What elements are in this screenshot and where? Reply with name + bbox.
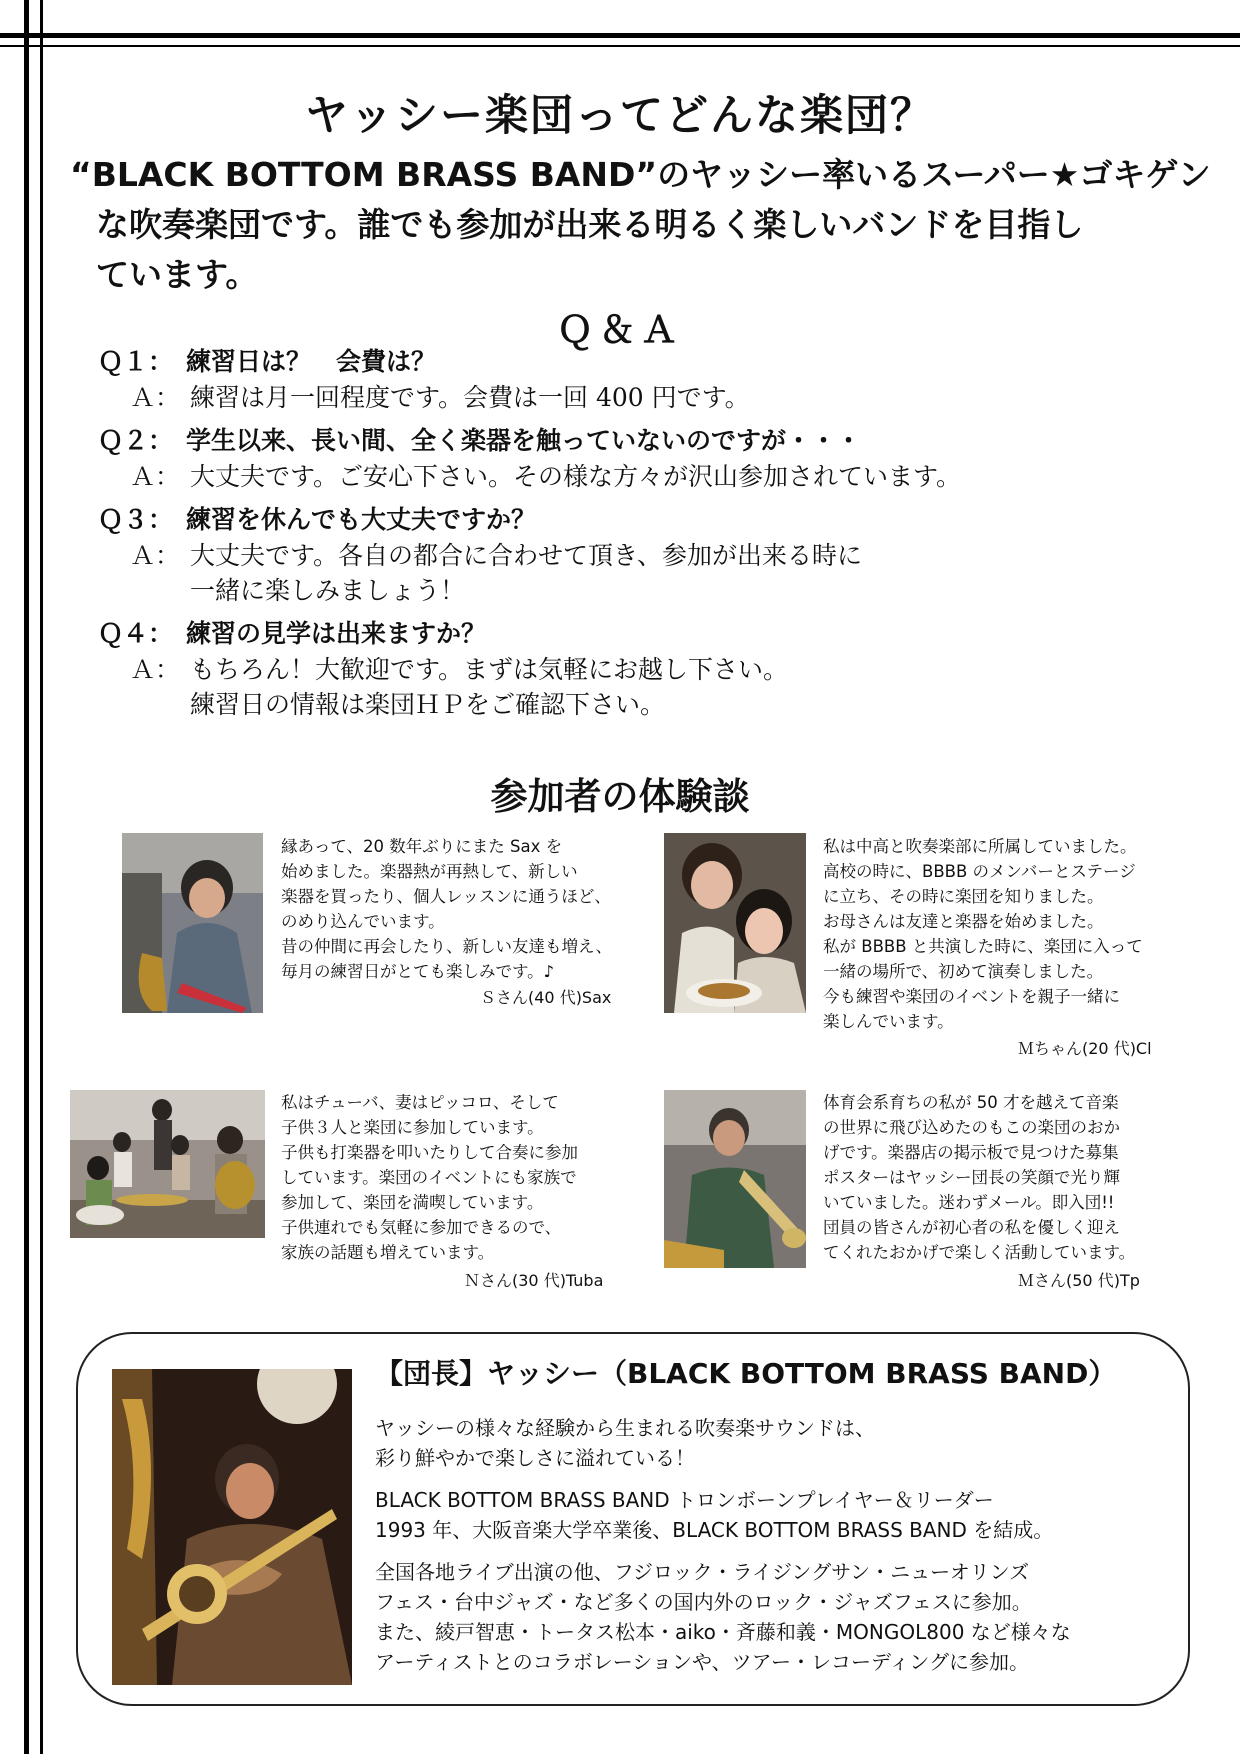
answer-label: Ａ： xyxy=(130,541,181,570)
testimonial-line: 家族の話題も増えています。 xyxy=(281,1243,495,1262)
intro-line: “BLACK BOTTOM BRASS BAND”のヤッシー率いるスーパー★ゴキゲン xyxy=(70,155,1211,194)
leader-paragraph-2 xyxy=(375,1485,1053,1545)
photo-trumpet-member-image xyxy=(664,1090,806,1268)
question-text: 練習日は？ 会費は？ xyxy=(186,347,437,376)
testimonial-line: のめり込んでいます。 xyxy=(281,912,445,931)
qa-heading: Ｑ＆Ａ xyxy=(556,310,683,351)
testimonial-line: げです。楽器店の掲示板で見つけた募集 xyxy=(823,1143,1119,1162)
testimonial-line: てくれたおかげで楽しく活動しています。 xyxy=(823,1243,1136,1262)
answer-text: もちろん！大歓迎です。まずは気軽にお越し下さい。 xyxy=(190,655,789,684)
photo-sax-member-image xyxy=(122,833,263,1013)
question-text: 練習の見学は出来ますか？ xyxy=(186,619,487,648)
question xyxy=(98,616,1178,652)
testimonial-text xyxy=(823,834,1143,1034)
testimonial-signature: Ｎさん(30 代)Tuba xyxy=(464,1271,604,1290)
testimonial-line: 私はチューバ、妻はピッコロ、そして xyxy=(281,1093,559,1112)
qa-item xyxy=(98,423,1178,494)
question xyxy=(98,344,1178,380)
testimonial-line: に立ち、その時に楽団を知りました。 xyxy=(823,887,1104,906)
answer-text: 練習は月一回程度です。会費は一回 400 円です。 xyxy=(190,383,750,412)
question-text: 学生以来、長い間、全く楽器を触っていないのですが・・・ xyxy=(186,426,862,455)
answer xyxy=(98,652,1178,722)
testimonial-line: 団員の皆さんが初心者の私を優しく迎え xyxy=(823,1218,1120,1237)
intro-text xyxy=(70,150,1220,300)
answer-label: Ａ： xyxy=(130,462,181,491)
photo-sax-member xyxy=(122,833,263,1013)
answer-label: Ａ： xyxy=(130,383,181,412)
photo-family xyxy=(70,1090,265,1238)
answer xyxy=(98,380,1178,415)
answer-text-continued: 練習日の情報は楽団ＨＰをご確認下さい。 xyxy=(190,690,666,719)
answer-label: Ａ： xyxy=(130,655,181,684)
testimonial-line: 一緒の場所で、初めて演奏しました。 xyxy=(823,962,1104,981)
leader-text-line: 1993 年、大阪音楽大学卒業後、BLACK BOTTOM BRASS BAND を結成。 xyxy=(375,1518,1054,1542)
testimonial-line: 始めました。楽器熱が再熱して、新しい xyxy=(281,862,578,881)
question xyxy=(98,502,1178,538)
leader-text-line: フェス・台中ジャズ・など多くの国内外のロック・ジャズフェスに参加。 xyxy=(375,1590,1032,1614)
question-text: 練習を休んでも大丈夫ですか？ xyxy=(186,505,537,534)
leader-paragraph-3 xyxy=(375,1557,1071,1677)
leader-text-line: アーティストとのコラボレーションや、ツアー・レコーディングに参加。 xyxy=(375,1650,1029,1674)
question-label: Ｑ１： xyxy=(98,347,174,376)
qa-list xyxy=(98,344,1178,730)
testimonial-line: お母さんは友達と楽器を始めました。 xyxy=(823,912,1104,931)
leader-paragraph-1 xyxy=(375,1413,875,1473)
leader-title: 【団長】ヤッシー（BLACK BOTTOM BRASS BAND） xyxy=(375,1357,1117,1390)
testimonial-line: 子供連れでも気軽に参加できるので、 xyxy=(281,1218,562,1237)
photo-family-image xyxy=(70,1090,265,1238)
testimonial-line: 子供も打楽器を叩いたりして合奏に参加 xyxy=(281,1143,578,1162)
testimonial-signature: Ｍちゃん(20 代)Cl xyxy=(1018,1039,1152,1058)
left-border-line-inner xyxy=(40,0,43,1754)
testimonial-text xyxy=(281,834,612,984)
leader-text-line: BLACK BOTTOM BRASS BAND トロンボーンプレイヤー＆リーダー xyxy=(375,1488,994,1512)
qa-item xyxy=(98,502,1178,608)
testimonial-line: 昔の仲間に再会したり、新しい友達も増え、 xyxy=(281,937,612,956)
testimonial-line: いていました。迷わずメール。即入団!! xyxy=(823,1193,1115,1212)
question-label: Ｑ３： xyxy=(98,505,174,534)
photo-leader-trombone-image xyxy=(112,1369,352,1685)
testimonial-line: 楽器を買ったり、個人レッスンに通うほど、 xyxy=(281,887,611,906)
leader-text-line: また、綾戸智恵・トータス松本・aiko・斉藤和義・MONGOL800 など様々な xyxy=(375,1620,1071,1644)
photo-mother-daughter-image xyxy=(664,833,806,1013)
question-label: Ｑ２： xyxy=(98,426,174,455)
answer xyxy=(98,538,1178,608)
testimonial-line: 今も練習や楽団のイベントを親子一緒に xyxy=(823,987,1120,1006)
question-label: Ｑ４： xyxy=(98,619,174,648)
testimonial-line: 毎月の練習日がとても楽しみです。♪ xyxy=(281,962,555,981)
page-title: ヤッシー楽団ってどんな楽団？ xyxy=(305,91,935,141)
testimonial-line: 参加して、楽団を満喫しています。 xyxy=(281,1193,544,1212)
top-border-line-inner xyxy=(0,45,1240,47)
photo-mother-daughter xyxy=(664,833,806,1013)
top-border-line-outer xyxy=(0,33,1240,38)
testimonial-line: の世界に飛び込めたのもこの楽団のおか xyxy=(823,1118,1120,1137)
testimonial-text xyxy=(281,1090,578,1265)
leader-text-line: ヤッシーの様々な経験から生まれる吹奏楽サウンドは、 xyxy=(375,1416,875,1440)
question xyxy=(98,423,1178,459)
answer-text: 大丈夫です。各自の都合に合わせて頂き、参加が出来る時に xyxy=(190,541,863,570)
testimonials-heading: 参加者の体験談 xyxy=(490,775,750,818)
testimonial-signature: Ｍさん(50 代)Tp xyxy=(1018,1271,1140,1290)
testimonial-line: 楽しんでいます。 xyxy=(823,1012,954,1031)
testimonial-text xyxy=(823,1090,1135,1265)
photo-trumpet-member xyxy=(664,1090,806,1268)
testimonial-line: 縁あって、20 数年ぶりにまた Sax を xyxy=(281,837,563,856)
answer xyxy=(98,459,1178,494)
testimonial-signature: Ｓさん(40 代)Sax xyxy=(480,988,612,1007)
photo-leader-trombone xyxy=(112,1369,352,1685)
testimonial-line: しています。楽団のイベントにも家族で xyxy=(281,1168,577,1187)
testimonial-line: 高校の時に、BBBB のメンバーとステージ xyxy=(823,862,1136,881)
testimonial-line: ポスターはヤッシー団長の笑顔で光り輝 xyxy=(823,1168,1120,1187)
leader-text-line: 彩り鮮やかで楽しさに溢れている！ xyxy=(375,1446,695,1470)
answer-text-continued: 一緒に楽しみましょう！ xyxy=(190,576,466,605)
answer-text: 大丈夫です。ご安心下さい。その様な方々が沢山参加されています。 xyxy=(190,462,962,491)
left-border-line-outer xyxy=(24,0,29,1754)
qa-item xyxy=(98,616,1178,722)
testimonial-line: 私は中高と吹奏楽部に所属していました。 xyxy=(823,837,1137,856)
intro-line: ています。 xyxy=(96,255,259,294)
intro-line: な吹奏楽団です。誰でも参加が出来る明るく楽しいバンドを目指し xyxy=(96,205,1084,244)
testimonial-line: 体育会系育ちの私が 50 才を越えて音楽 xyxy=(823,1093,1119,1112)
qa-item xyxy=(98,344,1178,415)
testimonial-line: 子供３人と楽団に参加しています。 xyxy=(281,1118,544,1137)
testimonial-line: 私が BBBB と共演した時に、楽団に入って xyxy=(823,937,1143,956)
leader-text-line: 全国各地ライブ出演の他、フジロック・ライジングサン・ニューオリンズ xyxy=(375,1560,1030,1584)
